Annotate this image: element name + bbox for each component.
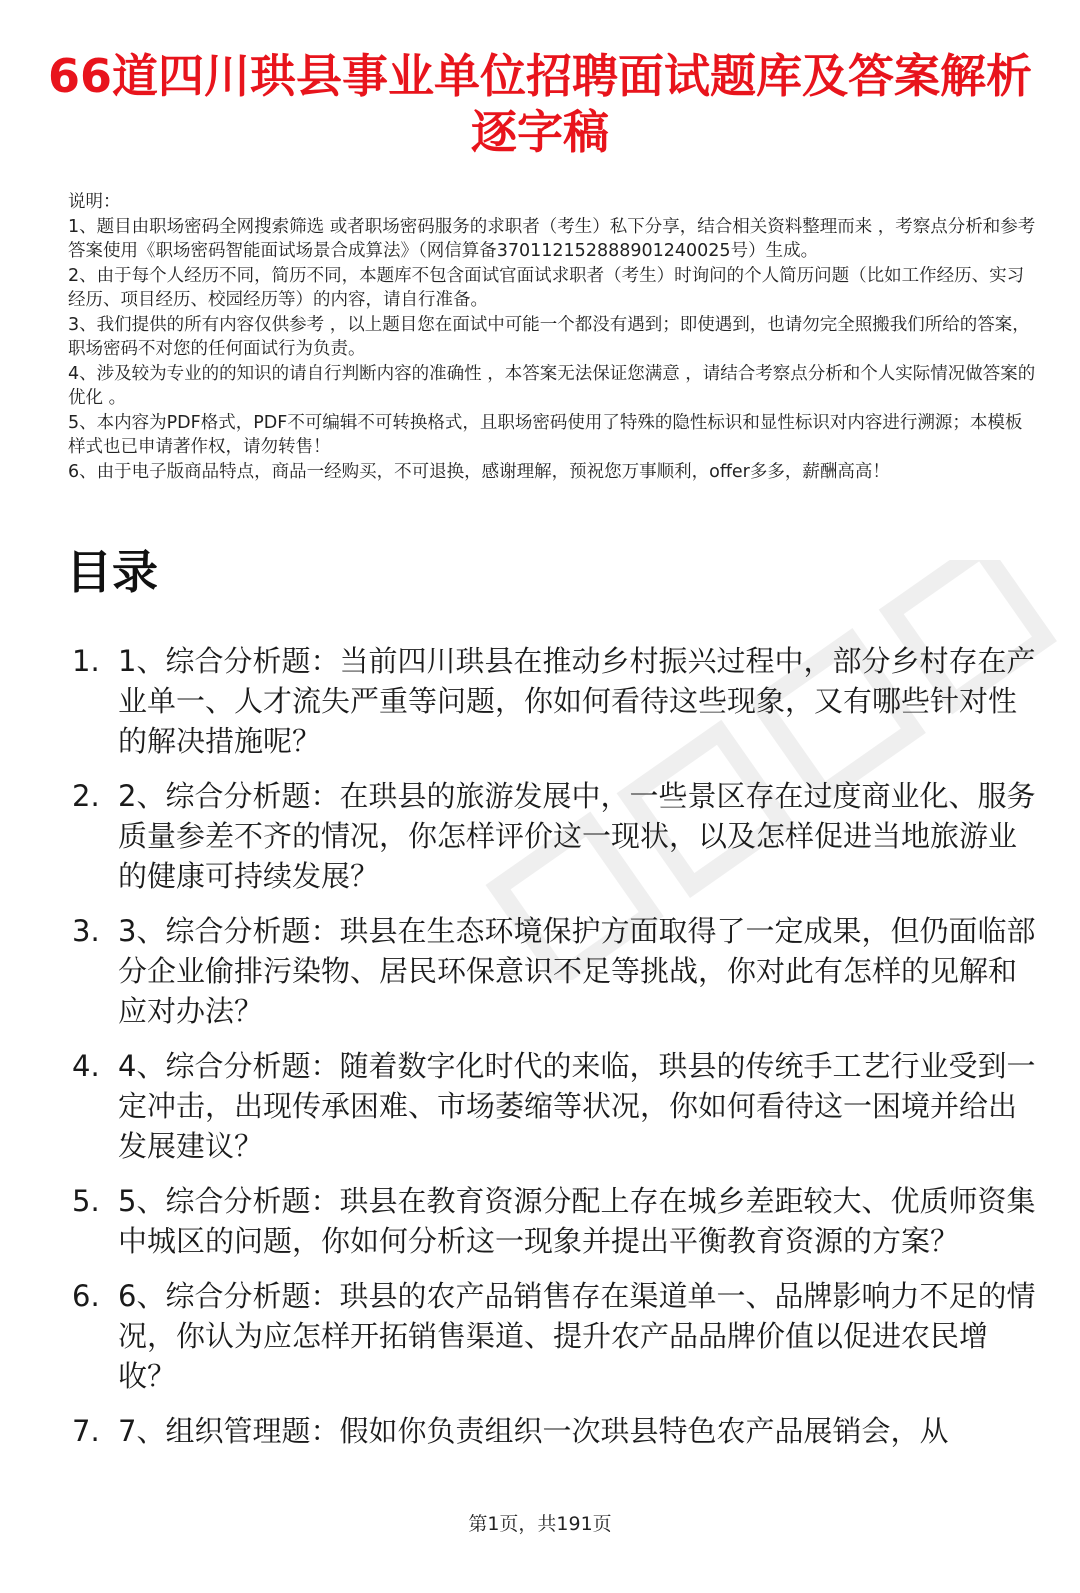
notes-heading: 说明： [68,192,121,212]
toc-item-number: 2. [72,779,100,813]
note-item: 1、题目由职场密码全网搜索筛选 或者职场密码服务的求职者（考生）私下分享，结合相关资料整理而来 ，考察点分析和参考答案使用《职场密码智能面试场景合成算法》（网信算备370112152888901240025号）生成。 [68,216,1036,261]
page-number-footer: 第1页，共191页 [468,1513,612,1535]
toc-item-text: 4、综合分析题：随着数字化时代的来临，珙县的传统手工艺行业受到一定冲击，出现传承困难、市场萎缩等状况，你如何看待这一困境并给出发展建议？ [118,1049,1036,1163]
toc-item-number: 3. [72,914,100,948]
toc-item[interactable] [72,641,1044,761]
toc-item-text: 7、组织管理题：假如你负责组织一次珙县特色农产品展销会，从 [118,1414,949,1448]
toc-item-text: 5、综合分析题：珙县在教育资源分配上存在城乡差距较大、优质师资集中城区的问题，你如何分析这一现象并提出平衡教育资源的方案？ [118,1184,1036,1258]
toc-item[interactable] [72,1046,1044,1166]
toc-item-number: 5. [72,1184,100,1218]
note-item: 4、涉及较为专业的的知识的请自行判断内容的准确性 ，本答案无法保证您满意 ，请结合考察点分析和个人实际情况做答案的优化 。 [68,363,1036,408]
toc-item[interactable] [72,911,1044,1031]
note-item: 6、由于电子版商品特点，商品一经购买，不可退换，感谢理解，预祝您万事顺利，offer多多，薪酬高高！ [68,461,890,482]
toc-item[interactable] [72,1181,1044,1261]
toc-item-number: 1. [72,644,100,678]
toc-item-number: 6. [72,1279,100,1313]
document-title: 66道四川珙县事业单位招聘面试题库及答案解析逐字稿 [47,49,1032,159]
toc-item-text: 1、综合分析题：当前四川珙县在推动乡村振兴过程中，部分乡村存在产业单一、人才流失严重等问题，你如何看待这些现象，又有哪些针对性的解决措施呢？ [118,644,1036,758]
toc-item-number: 4. [72,1049,100,1083]
toc-item-text: 6、综合分析题：珙县的农产品销售存在渠道单一、品牌影响力不足的情况，你认为应怎样开拓销售渠道、提升农产品品牌价值以促进农民增收？ [118,1279,1036,1393]
toc-item-text: 3、综合分析题：珙县在生态环境保护方面取得了一定成果，但仍面临部分企业偷排污染物、居民环保意识不足等挑战，你对此有怎样的见解和应对办法？ [118,914,1036,1028]
note-item: 5、本内容为PDF格式，PDF不可编辑不可转换格式，且职场密码使用了特殊的隐性标识和显性标识对内容进行溯源；本模板样式也已申请著作权，请勿转售！ [68,412,1023,457]
toc-heading: 目录 [66,545,158,599]
toc-item[interactable] [72,776,1044,896]
note-item: 3、我们提供的所有内容仅供参考 ，以上题目您在面试中可能一个都没有遇到；即使遇到，也请勿完全照搬我们所给的答案，职场密码不对您的任何面试行为负责。 [68,314,1030,359]
toc-item[interactable] [72,1411,1044,1451]
toc-item-text: 2、综合分析题：在珙县的旅游发展中，一些景区存在过度商业化、服务质量参差不齐的情况，你怎样评价这一现状，以及怎样促进当地旅游业的健康可持续发展？ [118,779,1036,893]
notes-section [68,190,1038,484]
note-item: 2、由于每个人经历不同，简历不同，本题库不包含面试官面试求职者（考生）时询问的个人简历问题（比如工作经历、实习经历、项目经历、校园经历等）的内容，请自行准备。 [68,265,1025,310]
toc-list [72,641,1044,1466]
toc-item[interactable] [72,1276,1044,1396]
toc-item-number: 7. [72,1414,100,1448]
